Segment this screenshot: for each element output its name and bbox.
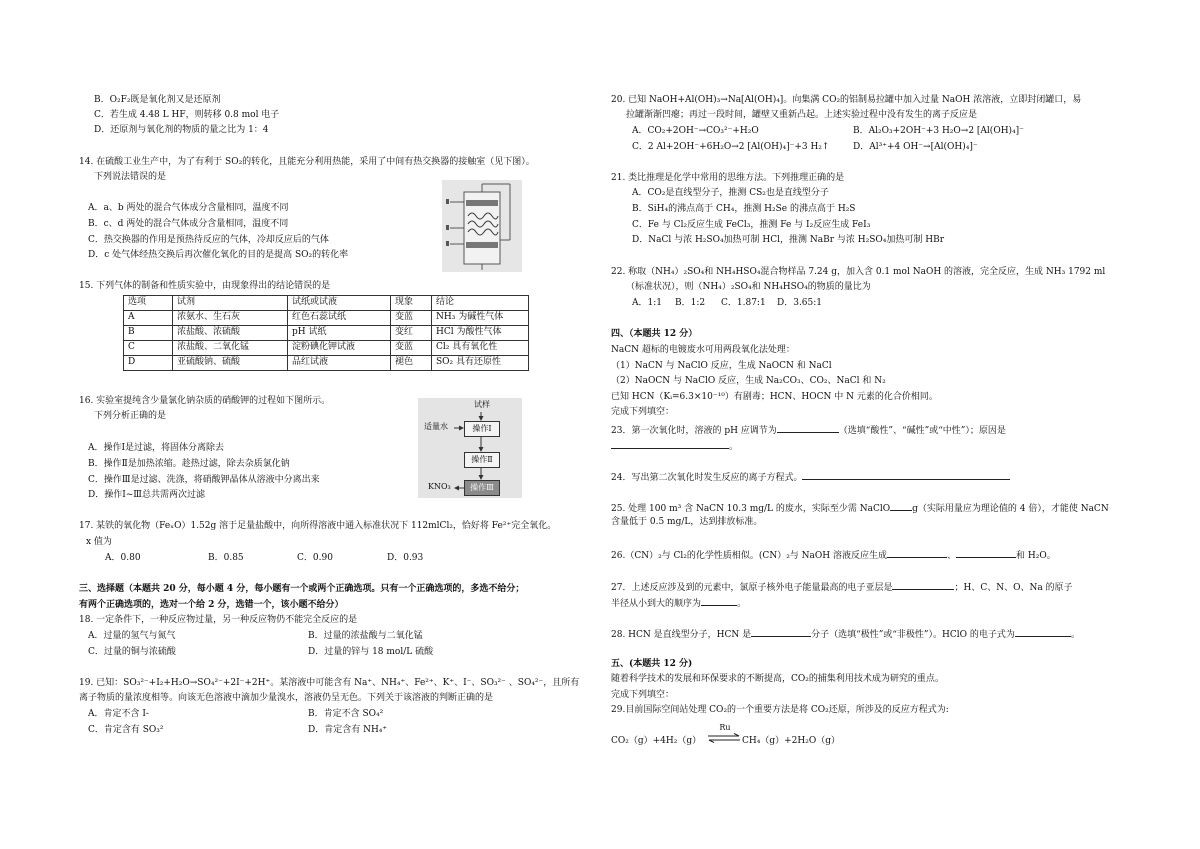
q14-option-b: B．c、d 两处的混合气体成分含量相同，温度不同 bbox=[88, 219, 289, 229]
q28-text-c: 。 bbox=[1070, 630, 1080, 640]
q18-option-d: D．过量的锌与 18 mol/L 硫酸 bbox=[308, 647, 434, 657]
q27-text-d: 。 bbox=[737, 599, 747, 609]
q15-table-header bbox=[124, 296, 529, 311]
section-5-instruction: 完成下列填空： bbox=[611, 690, 675, 700]
table-header-cell: 现象 bbox=[391, 296, 432, 311]
q23-text-b: （选填“酸性”、“碱性”或“中性”）；原因是 bbox=[838, 426, 1006, 436]
q19-option-b: B．肯定不含 SO₄² bbox=[308, 709, 384, 719]
q19-stem: 19. 已知：SO₃²⁻+I₂+H₂O→SO₄²⁻+2I⁻+2H⁺。某溶液中可能含有 Na⁺、NH₄⁺、Fe²⁺、K⁺、I⁻、SO₃²⁻ 、SO₄²⁻，且所有 bbox=[79, 678, 580, 688]
q27-blank-2[interactable] bbox=[701, 596, 737, 606]
q26-text-a: 26.（CN）₂与 Cl₂的化学性质相似。(CN）₂与 NaOH 溶液反应生成 bbox=[611, 551, 887, 561]
section-4-given: 已知 HCN（Kᵢ=6.3×10⁻¹⁰）有剧毒；HCN、HOCN 中 N 元素的化合价相同。 bbox=[611, 392, 938, 402]
q27-text-c: 半径从小到大的顺序为 bbox=[611, 599, 702, 609]
table-cell: HCl 为酸性气体 bbox=[432, 326, 529, 341]
q20-option-d: D．Al³⁺+4 OH⁻→[Al(OH)₄]⁻ bbox=[853, 142, 978, 152]
table-cell: C bbox=[124, 341, 173, 356]
q16-stem-2: 下列分析正确的是 bbox=[94, 411, 167, 421]
q14-stem-2: 下列说法错误的是 bbox=[94, 172, 167, 182]
table-row bbox=[124, 341, 529, 356]
table-row bbox=[124, 356, 529, 371]
q21-stem: 21. 类比推理是化学中常用的思维方法。下列推理正确的是 bbox=[611, 173, 845, 183]
flow-op1-box: 操作Ⅰ bbox=[464, 421, 500, 437]
q23-line-2: 。 bbox=[611, 439, 738, 454]
q17-option-c: C．0.90 bbox=[297, 553, 333, 563]
section-3-title: 三、选择题（本题共 20 分，每小题 4 分，每小题有一个或两个正确选项。只有一个正确选项的，多选不给分； bbox=[79, 584, 525, 594]
table-cell: 浓氨水、生石灰 bbox=[173, 311, 288, 326]
table-header-cell: 试纸或试液 bbox=[288, 296, 391, 311]
q27-text-b: ；H、C、N、O、Na 的原子 bbox=[954, 583, 1073, 593]
table-cell: Cl₂ 具有氧化性 bbox=[432, 341, 529, 356]
table-cell: 变红 bbox=[391, 326, 432, 341]
section-4-step-2: （2）NaOCN 与 NaClO 反应，生成 Na₂CO₃、CO₂、NaCl 和 N₂ bbox=[611, 376, 886, 386]
q22-option-c: C．1.87:1 bbox=[721, 298, 766, 308]
q18-stem: 18. 一定条件下，一种反应物过量，另一种反应物仍不能完全反应的是 bbox=[79, 615, 358, 625]
q28-blank-2[interactable] bbox=[1015, 627, 1071, 637]
q26-text-c: 和 H₂O。 bbox=[1016, 551, 1056, 561]
table-cell: D bbox=[124, 356, 173, 371]
q17-option-d: D．0.93 bbox=[387, 553, 424, 563]
q17-stem: 17. 某铁的氧化物（FeₓO）1.52g 溶于足量盐酸中，向所得溶液中通入标准状况下 112mlCl₂，恰好将 Fe²⁺完全氧化。 bbox=[79, 521, 557, 531]
q29-catalyst: Ru bbox=[719, 723, 731, 732]
q23-blank-1[interactable] bbox=[777, 423, 839, 433]
q17-option-b: B．0.85 bbox=[208, 553, 244, 563]
table-header-cell: 选项 bbox=[124, 296, 173, 311]
contact-chamber-figure bbox=[442, 180, 522, 272]
q23-text-a: 23．第一次氧化时，溶液的 pH 应调节为 bbox=[611, 426, 777, 436]
q28-line bbox=[611, 627, 1080, 642]
q22-stem: 22. 称取（NH₄）₂SO₄和 NH₄HSO₄混合物样品 7.24 g，加入含 0.1 mol NaOH 的溶液，完全反应，生成 NH₃ 1792 ml bbox=[611, 267, 1106, 277]
section-5-intro: 随着科学技术的发展和环保要求的不断提高，CO₂的捕集利用技术成为研究的重点。 bbox=[611, 674, 944, 684]
q20-option-c: C．2 Al+2OH⁻+6H₂O→2 [Al(OH)₄]⁻+3 H₂↑ bbox=[632, 142, 830, 152]
section-4-step-1: （1）NaCN 与 NaClO 反应，生成 NaOCN 和 NaCl bbox=[611, 361, 832, 371]
q14-option-c: C．热交换器的作用是预热待反应的气体，冷却反应后的气体 bbox=[88, 235, 329, 245]
q24-text: 24．写出第二次氧化时发生反应的离子方程式。 bbox=[611, 473, 803, 483]
table-cell: A bbox=[124, 311, 173, 326]
q28-text-b: 分子（选填“极性”或“非极性”）。HClO 的电子式为 bbox=[811, 630, 1015, 640]
q24-line bbox=[611, 470, 1010, 485]
table-cell: 浓盐酸、二氧化锰 bbox=[173, 341, 288, 356]
table-cell: 变蓝 bbox=[391, 341, 432, 356]
q18-option-a: A．过量的氢气与氮气 bbox=[88, 631, 176, 641]
q14-option-a: A．a、b 两处的混合气体成分含量相同，温度不同 bbox=[88, 203, 289, 213]
q17-option-a: A．0.80 bbox=[105, 553, 141, 563]
q26-blank-2[interactable] bbox=[956, 548, 1016, 558]
q27-line-2 bbox=[611, 596, 746, 611]
q25-line-2: 含量低于 0.5 mg/L，达到排放标准。 bbox=[611, 517, 763, 527]
q27-blank-1[interactable] bbox=[892, 580, 954, 590]
flow-water-label: 适量水 bbox=[424, 422, 448, 431]
q19-option-c: C．肯定含有 SO₃² bbox=[88, 725, 164, 735]
q17-stem-2: x 值为 bbox=[86, 537, 112, 547]
q21-option-d: D．NaCl 与浓 H₂SO₄加热可制 HCl，推测 NaBr 与浓 H₂SO₄加热可制 HBr bbox=[632, 235, 944, 245]
q21-option-c: C．Fe 与 Cl₂反应生成 FeCl₃，推测 Fe 与 I₂反应生成 FeI₃ bbox=[632, 220, 871, 230]
q22-option-a: A．1:1 bbox=[632, 298, 662, 308]
table-cell: 淀粉碘化钾试液 bbox=[288, 341, 391, 356]
q16-option-a: A．操作Ⅰ是过滤，将固体分离除去 bbox=[88, 443, 225, 453]
q22-option-b: B．1:2 bbox=[675, 298, 706, 308]
table-header-cell: 试剂 bbox=[173, 296, 288, 311]
section-3-title-2: 有两个正确选项的，选对一个给 2 分，选错一个，该小题不给分） bbox=[79, 600, 344, 610]
table-cell: 红色石蕊试纸 bbox=[288, 311, 391, 326]
section-4-instruction: 完成下列填空： bbox=[611, 407, 675, 417]
section-5-title: 五、(本题共 12 分) bbox=[611, 659, 693, 669]
q21-option-b: B．SiH₄的沸点高于 CH₄，推测 H₂Se 的沸点高于 H₂S bbox=[632, 204, 856, 214]
q13-option-d: D．还原剂与氧化剂的物质的量之比为 1：4 bbox=[94, 125, 269, 135]
section-4-title: 四、（本题共 12 分） bbox=[611, 329, 698, 339]
q27-text-a: 27．上述反应涉及到的元素中，氯原子核外电子能量最高的电子亚层是 bbox=[611, 583, 893, 593]
q20-stem-2: 拉罐渐渐凹瘪；再过一段时间，罐壁又重新凸起。上述实验过程中没有发生的离子反应是 bbox=[626, 110, 978, 120]
q25-line bbox=[611, 501, 1109, 516]
flow-op3-box: 操作Ⅲ bbox=[464, 480, 500, 496]
q16-option-c: C．操作Ⅲ是过滤、洗涤，将硝酸钾晶体从溶液中分离出来 bbox=[88, 475, 320, 485]
q22-stem-2: （标准状况），则（NH₄）₂SO₄和 NH₄HSO₄的物质的量比为 bbox=[626, 282, 871, 292]
q20-stem: 20. 已知 NaOH+Al(OH)₃→Na[Al(OH)₄]。向集满 CO₂的铝制易拉罐中加入过量 NaOH 浓溶液，立即封闭罐口，易 bbox=[611, 95, 1082, 105]
q25-text-b: g（实际用量应为理论值的 4 倍），才能使 NaCN bbox=[912, 504, 1109, 514]
equilibrium-arrow-icon bbox=[706, 733, 742, 743]
q19-stem-2: 离子物质的量浓度相等。向该无色溶液中滴加少量溴水，溶液仍呈无色。下列关于该溶液的判断正确的是 bbox=[79, 693, 494, 703]
q15-table bbox=[123, 295, 529, 371]
q14-option-d: D．c 处气体经热交换后再次催化氧化的目的是提高 SO₂的转化率 bbox=[88, 250, 349, 260]
section-4-intro: NaCN 超标的电镀废水可用两段氧化法处理： bbox=[611, 345, 795, 355]
q16-option-b: B．操作Ⅱ是加热浓缩。趁热过滤，除去杂质氯化钠 bbox=[88, 459, 290, 469]
q29-stem: 29.目前国际空间站处理 CO₂的一个重要方法是将 CO₂还原，所涉及的反应方程式为: bbox=[611, 705, 949, 715]
q25-text-a: 25. 处理 100 m³ 含 NaCN 10.3 mg/L 的废水，实际至少需 NaClO bbox=[611, 504, 891, 514]
q23-blank-2[interactable] bbox=[611, 439, 729, 449]
table-cell: 变蓝 bbox=[391, 311, 432, 326]
q24-blank[interactable] bbox=[802, 470, 1010, 480]
table-cell: B bbox=[124, 326, 173, 341]
q15-stem: 15. 下列气体的制备和性质实验中，由现象得出的结论错误的是 bbox=[79, 281, 331, 291]
q18-option-c: C．过量的铜与浓硫酸 bbox=[88, 647, 176, 657]
q19-option-d: D．肯定含有 NH₄⁺ bbox=[308, 725, 388, 735]
q27-line bbox=[611, 580, 1073, 595]
table-cell: 品红试液 bbox=[288, 356, 391, 371]
q14-stem: 14. 在硫酸工业生产中，为了有利于 SO₂的转化，且能充分利用热能，采用了中间有热交换器的接触室（见下图）。 bbox=[79, 157, 535, 167]
q25-blank[interactable] bbox=[890, 501, 912, 511]
flow-reagent-label: 试样 bbox=[474, 400, 490, 409]
table-cell: 褪色 bbox=[391, 356, 432, 371]
q26-text-b: 、 bbox=[947, 551, 957, 561]
table-cell: SO₂ 具有还原性 bbox=[432, 356, 529, 371]
q22-option-d: D．3.65:1 bbox=[777, 298, 823, 308]
table-row bbox=[124, 311, 529, 326]
q29-equation-left: CO₂（g）+4H₂（g） bbox=[611, 736, 702, 746]
q26-line bbox=[611, 548, 1056, 563]
q20-option-b: B．Al₂O₃+2OH⁻+3 H₂O→2 [Al(OH)₄]⁻ bbox=[853, 126, 1024, 136]
table-row bbox=[124, 326, 529, 341]
table-cell: 浓盐酸、浓硫酸 bbox=[173, 326, 288, 341]
table-cell: pH 试纸 bbox=[288, 326, 391, 341]
q16-stem: 16. 实验室提纯含少量氯化钠杂质的硝酸钾的过程如下图所示。 bbox=[79, 396, 331, 406]
q16-option-d: D．操作Ⅰ~Ⅲ总共需两次过滤 bbox=[88, 490, 205, 500]
q21-option-a: A．CO₂是直线型分子，推测 CS₂也是直线型分子 bbox=[632, 188, 829, 198]
q28-text-a: 28. HCN 是直线型分子，HCN 是 bbox=[611, 630, 752, 640]
table-cell: NH₃ 为碱性气体 bbox=[432, 311, 529, 326]
q23-line bbox=[611, 423, 1006, 438]
flow-product-label: KNO₃ bbox=[428, 482, 451, 491]
q19-option-a: A．肯定不含 I- bbox=[88, 709, 149, 719]
flow-op2-box: 操作Ⅱ bbox=[464, 452, 500, 468]
q13-option-b: B．O₂F₂既是氧化剂又是还原剂 bbox=[94, 95, 221, 105]
q28-blank-1[interactable] bbox=[751, 627, 811, 637]
q29-equation-right: CH₄（g）+2H₂O（g） bbox=[742, 736, 840, 746]
purification-flowchart bbox=[418, 398, 522, 498]
table-cell: 亚硫酸钠、硫酸 bbox=[173, 356, 288, 371]
q13-option-c: C．若生成 4.48 L HF，则转移 0.8 mol 电子 bbox=[94, 110, 280, 120]
q18-option-b: B．过量的浓盐酸与二氧化锰 bbox=[308, 631, 423, 641]
q26-blank-1[interactable] bbox=[887, 548, 947, 558]
q20-option-a: A．CO₂+2OH⁻→CO₃²⁻+H₂O bbox=[632, 126, 759, 136]
table-header-cell: 结论 bbox=[432, 296, 529, 311]
